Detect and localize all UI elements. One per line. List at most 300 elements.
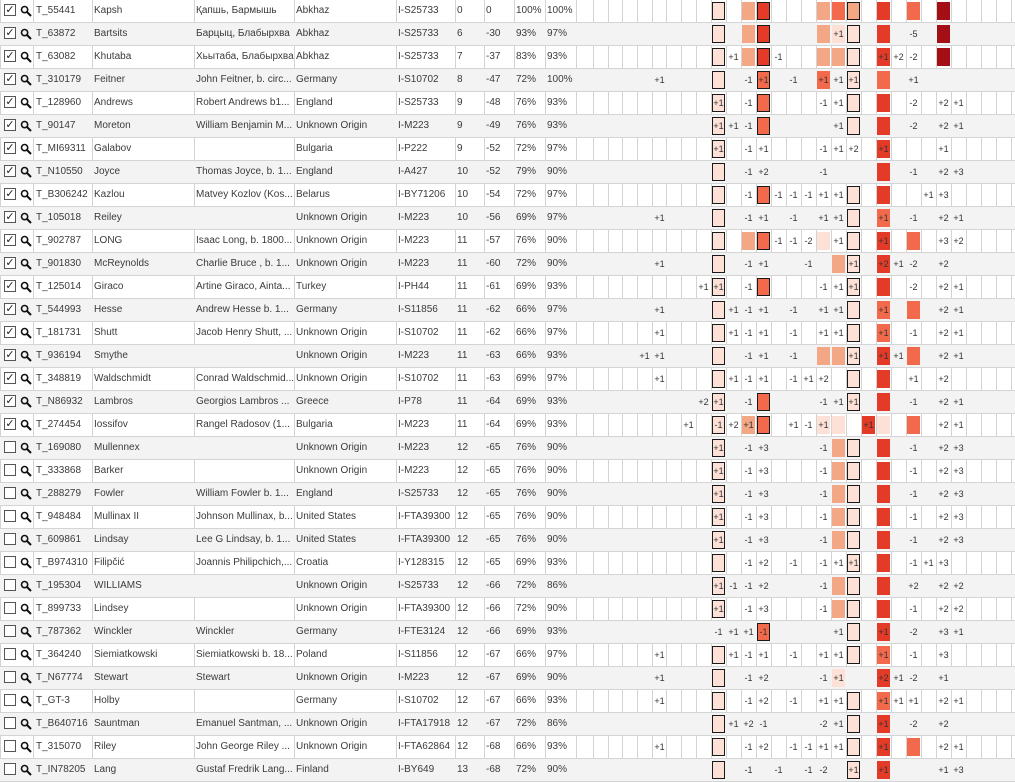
marker-diff: -1 xyxy=(744,351,753,361)
genetic-distance-cell: 11 xyxy=(457,304,468,315)
origin-cell: Abkhaz xyxy=(296,5,330,16)
marker-diff: +1 xyxy=(818,420,829,430)
marker-diff: +1 xyxy=(878,765,889,775)
haplogroup-cell: I-M223 xyxy=(398,235,430,246)
marker-shade xyxy=(757,278,770,296)
magnifier-icon[interactable] xyxy=(20,212,32,224)
marker-shade xyxy=(877,554,890,572)
marker-diff: +1 xyxy=(848,75,859,85)
marker-diff: +3 xyxy=(953,512,964,522)
marker-diff: -1 xyxy=(819,535,828,545)
marker-shade xyxy=(757,94,770,112)
kit-id-cell: T_MI69311 xyxy=(36,143,86,154)
marker-diff: -1 xyxy=(819,466,828,476)
magnifier-icon[interactable] xyxy=(20,465,32,477)
percent-a-cell: 69% xyxy=(516,396,537,407)
magnifier-icon[interactable] xyxy=(20,258,32,270)
marker-shade xyxy=(712,209,725,227)
table-row[interactable] xyxy=(0,92,1015,115)
marker-shade xyxy=(877,94,890,112)
marker-diff: -1 xyxy=(789,190,798,200)
magnifier-icon[interactable] xyxy=(20,672,32,684)
percent-b-cell: 90% xyxy=(547,488,568,499)
genetic-distance-cell: 12 xyxy=(457,580,469,591)
marker-diff: +1 xyxy=(654,213,665,223)
magnifier-icon[interactable] xyxy=(20,143,32,155)
marker-diff: -1 xyxy=(819,489,828,499)
marker-shade xyxy=(847,209,860,227)
marker-shade xyxy=(907,738,920,756)
marker-diff: +3 xyxy=(953,466,964,476)
kit-id-cell: T_364240 xyxy=(36,649,82,660)
marker-diff: -1 xyxy=(744,144,753,154)
table-row[interactable] xyxy=(0,299,1015,322)
table-row[interactable] xyxy=(0,138,1015,161)
kit-id-cell: T_63082 xyxy=(36,51,76,62)
percent-b-cell: 90% xyxy=(547,258,568,269)
select-checkbox[interactable] xyxy=(4,740,16,752)
score-cell: -63 xyxy=(486,373,501,384)
marker-diff: -1 xyxy=(789,742,798,752)
percent-b-cell: 90% xyxy=(547,511,568,522)
table-row[interactable] xyxy=(0,391,1015,414)
marker-diff: -1 xyxy=(819,604,828,614)
marker-shade xyxy=(712,2,725,20)
marker-diff: +1 xyxy=(833,650,844,660)
score-cell: -57 xyxy=(486,235,501,246)
select-checkbox[interactable]: ✓ xyxy=(5,210,15,223)
marker-diff: +3 xyxy=(953,167,964,177)
table-row[interactable] xyxy=(0,713,1015,736)
score-cell: -66 xyxy=(486,603,501,614)
percent-a-cell: 69% xyxy=(516,373,537,384)
marker-diff: -1 xyxy=(744,604,753,614)
score-cell: -65 xyxy=(486,557,501,568)
haplogroup-cell: I-A427 xyxy=(398,166,428,177)
marker-shade xyxy=(907,416,920,434)
select-checkbox[interactable]: ✓ xyxy=(5,256,15,269)
genetic-distance-cell: 0 xyxy=(457,5,463,16)
marker-diff: +1 xyxy=(848,765,859,775)
percent-b-cell: 93% xyxy=(547,626,568,637)
genetic-distance-cell: 12 xyxy=(457,442,469,453)
score-cell: -66 xyxy=(486,580,501,591)
table-row[interactable] xyxy=(0,276,1015,299)
marker-diff: +2 xyxy=(818,374,829,384)
ancestor-cell: Conrad Waldschmid... xyxy=(196,373,294,384)
percent-b-cell: 93% xyxy=(547,557,568,568)
marker-shade xyxy=(847,324,860,342)
marker-diff: -1 xyxy=(804,190,813,200)
select-checkbox[interactable] xyxy=(4,441,16,453)
select-checkbox[interactable] xyxy=(4,487,16,499)
select-checkbox[interactable]: ✓ xyxy=(5,141,15,154)
magnifier-icon[interactable] xyxy=(20,626,32,638)
select-checkbox[interactable]: ✓ xyxy=(5,164,15,177)
origin-cell: Belarus xyxy=(296,189,330,200)
select-checkbox[interactable]: ✓ xyxy=(5,348,15,361)
marker-diff: +1 xyxy=(654,374,665,384)
table-row[interactable] xyxy=(0,345,1015,368)
ancestor-cell: Emanuel Santman, ... xyxy=(196,718,293,729)
marker-shade xyxy=(742,48,755,66)
genetic-distance-cell: 7 xyxy=(457,51,463,62)
marker-diff: +3 xyxy=(938,558,949,568)
table-row[interactable] xyxy=(0,598,1015,621)
select-checkbox[interactable]: ✓ xyxy=(5,118,15,131)
marker-diff: -1 xyxy=(819,581,828,591)
select-checkbox[interactable]: ✓ xyxy=(5,95,15,108)
marker-diff: +1 xyxy=(833,213,844,223)
marker-diff: +1 xyxy=(713,512,724,522)
marker-shade xyxy=(832,600,845,618)
genetic-distance-cell: 11 xyxy=(457,258,468,269)
marker-diff: +1 xyxy=(833,282,844,292)
magnifier-icon[interactable] xyxy=(20,511,32,523)
magnifier-icon[interactable] xyxy=(20,649,32,661)
table-row[interactable] xyxy=(0,414,1015,437)
magnifier-icon[interactable] xyxy=(20,189,32,201)
select-checkbox[interactable] xyxy=(4,533,16,545)
genetic-distance-cell: 11 xyxy=(457,235,468,246)
percent-a-cell: 93% xyxy=(516,28,537,39)
magnifier-icon[interactable] xyxy=(20,396,32,408)
percent-b-cell: 90% xyxy=(547,235,568,246)
percent-a-cell: 69% xyxy=(516,212,537,223)
marker-shade xyxy=(847,692,860,710)
table-row[interactable] xyxy=(0,529,1015,552)
marker-diff: +2 xyxy=(938,535,949,545)
surname-cell: Iossifov xyxy=(94,419,128,430)
origin-cell: Unknown Origin xyxy=(296,235,368,246)
magnifier-icon[interactable] xyxy=(20,764,32,776)
kit-id-cell: T_787362 xyxy=(36,626,82,637)
surname-cell: Khutaba xyxy=(94,51,132,62)
genetic-distance-cell: 10 xyxy=(457,166,469,177)
marker-shade xyxy=(742,232,755,250)
percent-a-cell: 79% xyxy=(516,166,537,177)
magnifier-icon[interactable] xyxy=(20,97,32,109)
marker-shade xyxy=(937,2,950,20)
haplogroup-cell: I-FTE3124 xyxy=(398,626,446,637)
marker-shade xyxy=(832,439,845,457)
marker-diff: -1 xyxy=(759,719,768,729)
haplogroup-cell: I-M223 xyxy=(398,442,430,453)
marker-diff: -1 xyxy=(819,282,828,292)
marker-shade xyxy=(847,301,860,319)
select-checkbox[interactable]: ✓ xyxy=(5,72,15,85)
marker-diff: -1 xyxy=(744,98,753,108)
marker-shade xyxy=(817,232,830,250)
marker-diff: +1 xyxy=(878,328,889,338)
select-checkbox[interactable]: ✓ xyxy=(5,325,15,338)
select-checkbox[interactable]: ✓ xyxy=(5,26,15,39)
marker-diff: +3 xyxy=(938,627,949,637)
select-checkbox[interactable] xyxy=(4,648,16,660)
marker-diff: +1 xyxy=(713,535,724,545)
percent-a-cell: 72% xyxy=(516,258,537,269)
percent-a-cell: 66% xyxy=(516,350,537,361)
marker-diff: +1 xyxy=(713,466,724,476)
percent-a-cell: 76% xyxy=(516,442,537,453)
marker-diff: +1 xyxy=(833,121,844,131)
table-row[interactable] xyxy=(0,23,1015,46)
percent-a-cell: 72% xyxy=(516,603,537,614)
magnifier-icon[interactable] xyxy=(20,718,32,730)
marker-diff: -2 xyxy=(819,719,828,729)
magnifier-icon[interactable] xyxy=(20,488,32,500)
score-cell: -67 xyxy=(486,718,501,729)
haplogroup-cell: I-M223 xyxy=(398,465,430,476)
percent-b-cell: 86% xyxy=(547,718,568,729)
magnifier-icon[interactable] xyxy=(20,350,32,362)
magnifier-icon[interactable] xyxy=(20,580,32,592)
marker-shade xyxy=(847,94,860,112)
marker-diff: -1 xyxy=(744,466,753,476)
marker-shade xyxy=(847,715,860,733)
marker-diff: -5 xyxy=(909,29,918,39)
kit-id-cell: T_936194 xyxy=(36,350,82,361)
magnifier-icon[interactable] xyxy=(20,5,32,17)
table-row[interactable] xyxy=(0,667,1015,690)
genetic-distance-cell: 12 xyxy=(457,718,469,729)
marker-diff: +1 xyxy=(833,627,844,637)
ancestor-cell: Gustaf Fredrik Lang... xyxy=(196,764,293,775)
marker-diff: +1 xyxy=(728,719,739,729)
percent-b-cell: 97% xyxy=(547,28,568,39)
select-checkbox[interactable]: ✓ xyxy=(5,49,15,62)
magnifier-icon[interactable] xyxy=(20,373,32,385)
select-checkbox[interactable] xyxy=(4,556,16,568)
surname-cell: Lang xyxy=(94,764,117,775)
genetic-distance-cell: 11 xyxy=(457,350,468,361)
marker-shade xyxy=(877,531,890,549)
kit-id-cell: T_90147 xyxy=(36,120,76,131)
select-checkbox[interactable] xyxy=(4,510,16,522)
table-row[interactable] xyxy=(0,46,1015,69)
surname-cell: Giraco xyxy=(94,281,124,292)
origin-cell: Germany xyxy=(296,695,338,706)
percent-a-cell: 72% xyxy=(516,74,537,85)
genetic-distance-cell: 12 xyxy=(457,741,469,752)
marker-diff: +1 xyxy=(818,305,829,315)
marker-diff: +2 xyxy=(938,443,949,453)
ancestor-cell: Stewart xyxy=(196,672,230,683)
marker-diff: +2 xyxy=(878,673,889,683)
table-row[interactable] xyxy=(0,690,1015,713)
select-checkbox[interactable]: ✓ xyxy=(5,279,15,292)
magnifier-icon[interactable] xyxy=(20,304,32,316)
marker-diff: +2 xyxy=(938,420,949,430)
select-checkbox[interactable] xyxy=(4,694,16,706)
marker-shade xyxy=(907,2,920,20)
percent-a-cell: 76% xyxy=(516,511,537,522)
marker-diff: +2 xyxy=(758,167,769,177)
magnifier-icon[interactable] xyxy=(20,235,32,247)
marker-diff: -1 xyxy=(774,190,783,200)
marker-diff: +3 xyxy=(953,535,964,545)
magnifier-icon[interactable] xyxy=(20,51,32,63)
score-cell: -56 xyxy=(486,212,501,223)
table-row[interactable] xyxy=(0,207,1015,230)
table-row[interactable] xyxy=(0,0,1015,23)
genetic-distance-cell: 12 xyxy=(457,511,469,522)
marker-diff: -1 xyxy=(744,489,753,499)
percent-b-cell: 90% xyxy=(547,764,568,775)
marker-diff: +2 xyxy=(758,558,769,568)
kit-id-cell: T_544993 xyxy=(36,304,82,315)
select-checkbox[interactable] xyxy=(4,602,16,614)
magnifier-icon[interactable] xyxy=(20,534,32,546)
magnifier-icon[interactable] xyxy=(20,327,32,339)
marker-shade xyxy=(712,71,725,89)
magnifier-icon[interactable] xyxy=(20,741,32,753)
table-row[interactable] xyxy=(0,506,1015,529)
kit-id-cell: T_B640716 xyxy=(36,718,88,729)
table-row[interactable] xyxy=(0,253,1015,276)
percent-b-cell: 86% xyxy=(547,580,568,591)
select-checkbox[interactable] xyxy=(4,464,16,476)
marker-shade xyxy=(817,347,830,365)
kit-id-cell: T_125014 xyxy=(36,281,82,292)
percent-a-cell: 69% xyxy=(516,281,537,292)
magnifier-icon[interactable] xyxy=(20,166,32,178)
marker-diff: +1 xyxy=(878,696,889,706)
magnifier-icon[interactable] xyxy=(20,28,32,40)
marker-diff: +1 xyxy=(953,305,964,315)
marker-diff: +1 xyxy=(713,397,724,407)
magnifier-icon[interactable] xyxy=(20,695,32,707)
table-row[interactable] xyxy=(0,736,1015,759)
table-row[interactable] xyxy=(0,644,1015,667)
table-row[interactable] xyxy=(0,460,1015,483)
origin-cell: Bulgaria xyxy=(296,143,333,154)
kit-id-cell: T_B974310 xyxy=(36,557,88,568)
table-row[interactable] xyxy=(0,575,1015,598)
marker-diff: -2 xyxy=(909,52,918,62)
ancestor-cell: Robert Andrews b1... xyxy=(196,97,290,108)
marker-diff: -1 xyxy=(909,558,918,568)
table-row[interactable] xyxy=(0,69,1015,92)
select-checkbox[interactable] xyxy=(4,717,16,729)
marker-shade xyxy=(757,2,770,20)
select-checkbox[interactable]: ✓ xyxy=(5,233,15,246)
marker-diff: +3 xyxy=(758,489,769,499)
magnifier-icon[interactable] xyxy=(20,557,32,569)
marker-diff: +1 xyxy=(788,420,799,430)
marker-diff: +1 xyxy=(713,581,724,591)
marker-shade xyxy=(832,347,845,365)
select-checkbox[interactable]: ✓ xyxy=(5,302,15,315)
marker-diff: +1 xyxy=(758,374,769,384)
marker-diff: +1 xyxy=(953,627,964,637)
marker-shade xyxy=(712,554,725,572)
table-row[interactable] xyxy=(0,621,1015,644)
select-checkbox[interactable] xyxy=(4,671,16,683)
haplogroup-cell: I-S25733 xyxy=(398,51,439,62)
surname-cell: Riley xyxy=(94,741,117,752)
marker-diff: -1 xyxy=(804,420,813,430)
select-checkbox[interactable] xyxy=(4,625,16,637)
marker-diff: -2 xyxy=(804,236,813,246)
marker-shade xyxy=(907,301,920,319)
select-checkbox[interactable] xyxy=(4,763,16,775)
marker-diff: +3 xyxy=(758,604,769,614)
marker-diff: +1 xyxy=(953,213,964,223)
marker-shade xyxy=(847,48,860,66)
kit-id-cell: T_315070 xyxy=(36,741,82,752)
marker-shade xyxy=(757,232,770,250)
kit-id-cell: T_348819 xyxy=(36,373,82,384)
select-checkbox[interactable]: ✓ xyxy=(5,371,15,384)
magnifier-icon[interactable] xyxy=(20,442,32,454)
ancestor-cell xyxy=(195,690,294,712)
marker-diff: +2 xyxy=(938,98,949,108)
marker-diff: +1 xyxy=(893,351,904,361)
marker-diff: -1 xyxy=(744,696,753,706)
marker-diff: -1 xyxy=(744,282,753,292)
genetic-distance-cell: 12 xyxy=(457,557,469,568)
table-row[interactable] xyxy=(0,437,1015,460)
table-row[interactable] xyxy=(0,115,1015,138)
score-cell: -54 xyxy=(486,189,501,200)
marker-diff: -1 xyxy=(909,535,918,545)
marker-shade xyxy=(877,25,890,43)
percent-b-cell: 93% xyxy=(547,97,568,108)
marker-diff: +1 xyxy=(833,190,844,200)
table-row[interactable] xyxy=(0,161,1015,184)
origin-cell: Croatia xyxy=(296,557,329,568)
marker-diff: +2 xyxy=(938,305,949,315)
table-row[interactable] xyxy=(0,184,1015,207)
percent-a-cell: 72% xyxy=(516,718,537,729)
percent-b-cell: 97% xyxy=(547,143,568,154)
marker-diff: +3 xyxy=(758,466,769,476)
select-checkbox[interactable] xyxy=(4,579,16,591)
score-cell: -37 xyxy=(486,51,501,62)
table-row[interactable] xyxy=(0,230,1015,253)
marker-diff: +3 xyxy=(758,535,769,545)
magnifier-icon[interactable] xyxy=(20,120,32,132)
magnifier-icon[interactable] xyxy=(20,603,32,615)
select-checkbox[interactable]: ✓ xyxy=(5,394,15,407)
table-row[interactable] xyxy=(0,483,1015,506)
percent-a-cell: 76% xyxy=(516,465,537,476)
haplogroup-cell: I-FTA39300 xyxy=(398,603,451,614)
marker-diff: +1 xyxy=(728,627,739,637)
table-row[interactable] xyxy=(0,322,1015,345)
marker-diff: -1 xyxy=(744,673,753,683)
select-checkbox[interactable]: ✓ xyxy=(5,417,15,430)
marker-diff: +1 xyxy=(833,742,844,752)
origin-cell: England xyxy=(296,488,333,499)
table-row[interactable] xyxy=(0,368,1015,391)
marker-diff: +1 xyxy=(803,374,814,384)
marker-shade xyxy=(757,186,770,204)
table-row[interactable] xyxy=(0,552,1015,575)
magnifier-icon[interactable] xyxy=(20,74,32,86)
magnifier-icon[interactable] xyxy=(20,419,32,431)
marker-shade xyxy=(832,508,845,526)
kit-id-cell: T_55441 xyxy=(36,5,76,16)
percent-b-cell: 90% xyxy=(547,465,568,476)
select-checkbox[interactable]: ✓ xyxy=(5,187,15,200)
marker-shade xyxy=(877,117,890,135)
haplogroup-cell: I-M223 xyxy=(398,672,430,683)
marker-diff: +1 xyxy=(818,213,829,223)
magnifier-icon[interactable] xyxy=(20,281,32,293)
select-checkbox[interactable]: ✓ xyxy=(5,3,15,16)
